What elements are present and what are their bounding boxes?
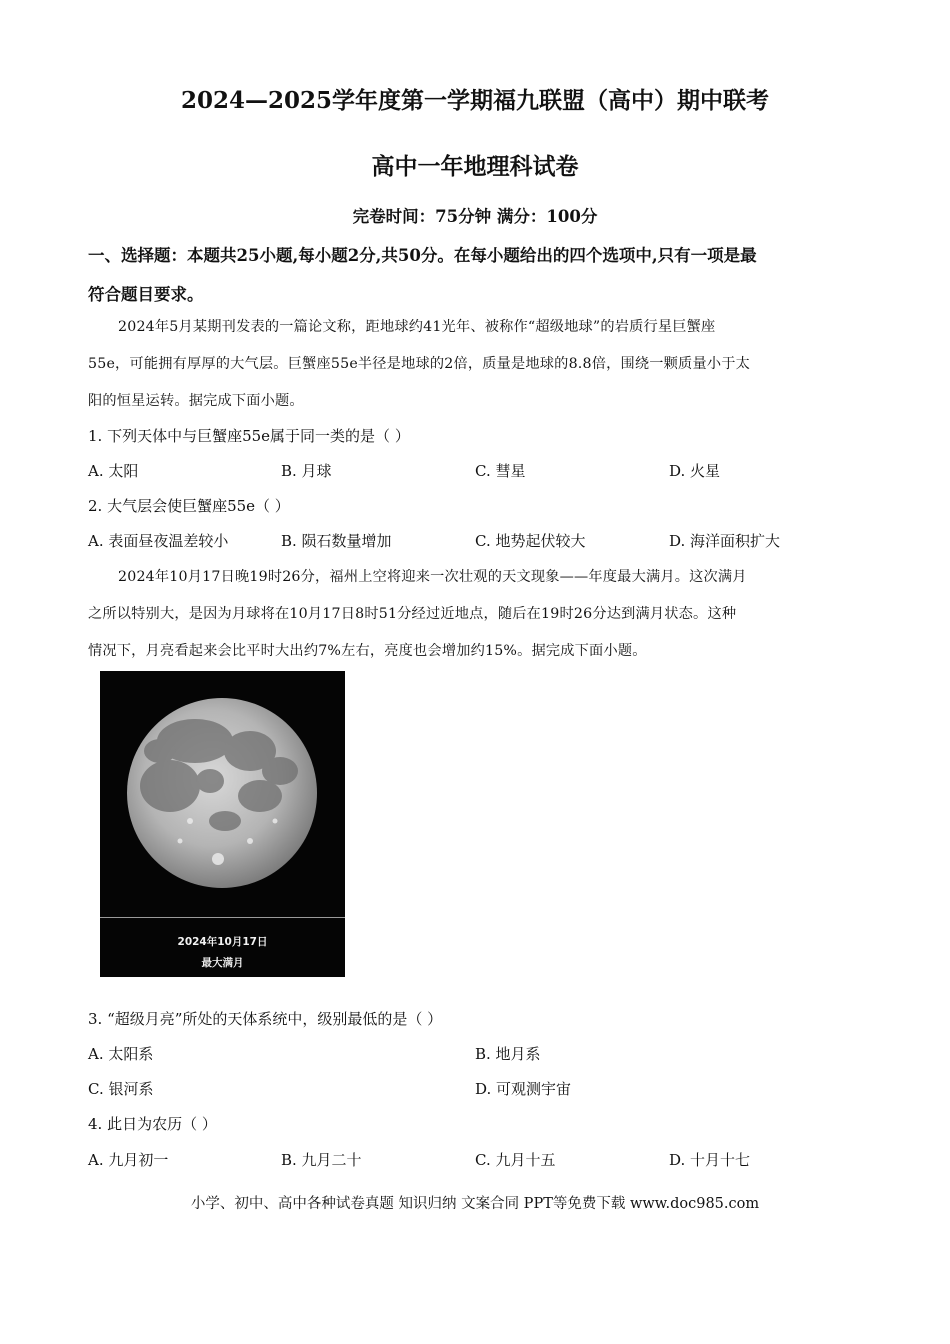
photo-caption-date: 2024年10月17日 — [177, 936, 268, 948]
option-c: C. 地势起伏较大 — [475, 532, 586, 550]
photo-divider — [100, 917, 345, 918]
exam-subtitle: 高中一年地理科试卷 — [371, 153, 579, 180]
option-d: D. 海洋面积扩大 — [669, 532, 781, 550]
photo-caption-label: 最大满月 — [201, 957, 244, 969]
question-stem: 1. 下列天体中与巨蟹座55e属于同一类的是（ ） — [88, 427, 410, 445]
option-a: A. 表面昼夜温差较小 — [88, 532, 229, 550]
exam-title: 2024—2025学年度第一学期福九联盟（高中）期中联考 — [180, 87, 770, 114]
option-c: C. 彗星 — [475, 462, 526, 480]
passage-line: 2024年10月17日晚19时26分，福州上空将迎来一次壮观的天文现象——年度最大满月。这次满月 — [118, 569, 747, 585]
page-footer: 小学、初中、高中各种试卷真题 知识归纳 文案合同 PPT等免费下载 www.doc985.com — [190, 1196, 760, 1212]
option-a: A. 太阳系 — [88, 1045, 154, 1063]
passage-line: 2024年5月某期刊发表的一篇论文称，距地球约41光年、被称作“超级地球”的岩质行星巨蟹座 — [118, 319, 716, 335]
passage-line: 之所以特别大，是因为月球将在10月17日8时51分经过近地点，随后在19时26分达到满月状态。这种 — [88, 606, 737, 622]
option-b: B. 九月二十 — [281, 1151, 362, 1169]
option-a: A. 九月初一 — [88, 1151, 169, 1169]
option-a: A. 太阳 — [88, 462, 139, 480]
section-heading-cont: 符合题目要求。 — [88, 285, 204, 304]
exam-info: 完卷时间：75分钟 满分：100分 — [352, 207, 598, 226]
option-c: C. 银河系 — [88, 1080, 154, 1098]
passage-line: 阳的恒星运转。据完成下面小题。 — [88, 393, 304, 409]
full-moon-photo — [100, 671, 345, 977]
question-stem: 4. 此日为农历（ ） — [88, 1115, 217, 1133]
option-b: B. 陨石数量增加 — [281, 532, 392, 550]
question-stem: 2. 大气层会使巨蟹座55e（ ） — [88, 497, 290, 515]
option-d: D. 十月十七 — [669, 1151, 751, 1169]
moon-image — [100, 671, 345, 917]
question-stem: 3. “超级月亮”所处的天体系统中，级别最低的是（ ） — [88, 1010, 443, 1028]
passage-line: 55e，可能拥有厚厚的大气层。巨蟹座55e半径是地球的2倍，质量是地球的8.8倍，围绕一颗质量小于太 — [88, 356, 750, 372]
option-c: C. 九月十五 — [475, 1151, 556, 1169]
section-heading: 一、选择题：本题共25小题,每小题2分,共50分。在每小题给出的四个选项中,只有一项是最 — [88, 246, 757, 265]
option-b: B. 地月系 — [475, 1045, 541, 1063]
option-d: D. 火星 — [669, 462, 721, 480]
option-b: B. 月球 — [281, 462, 332, 480]
option-d: D. 可观测宇宙 — [475, 1080, 572, 1098]
passage-line: 情况下，月亮看起来会比平时大出约7%左右，亮度也会增加约15%。据完成下面小题。 — [88, 643, 647, 659]
